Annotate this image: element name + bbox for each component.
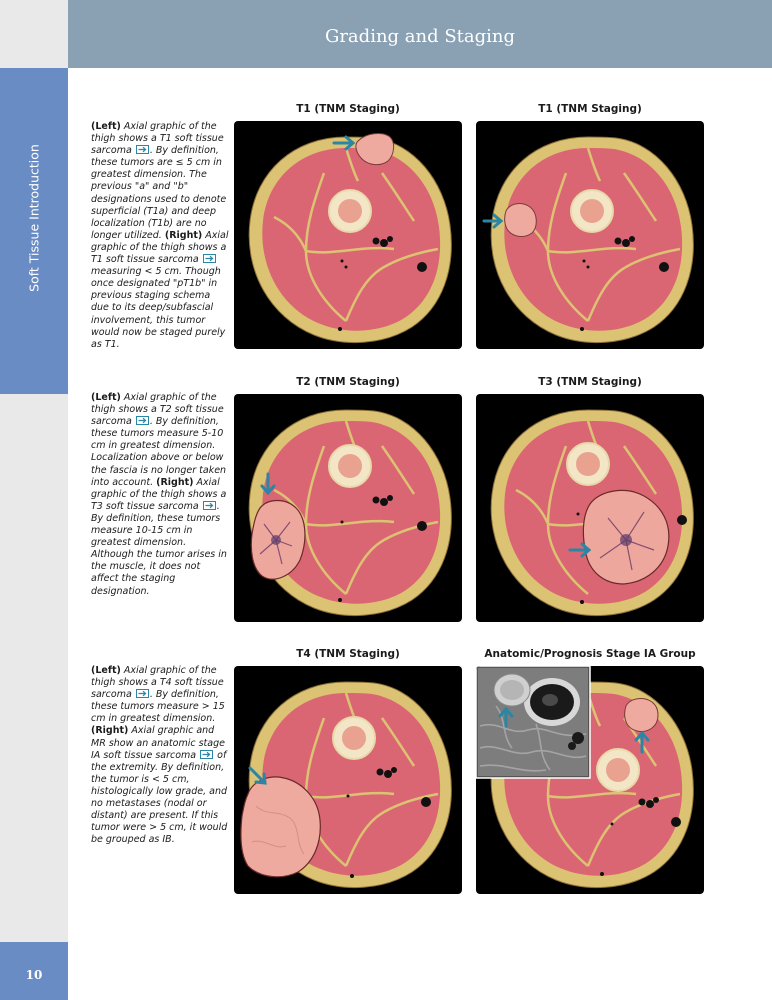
- caption-right-text: Axial graphic of the thigh shows a T3 soft tissue sarcoma: [91, 476, 227, 512]
- caption-right-text: Axial graphic of the thigh shows a T1 soft tissue sarcoma: [91, 229, 229, 266]
- section-tab: [0, 68, 68, 394]
- caption-right-text-cont: . By definition, these tumors measure 10-15 cm in greatest dimension. Although the tumor arises in the muscle, it does not affect the staging designation.: [91, 500, 227, 597]
- thigh-illustration-stage-ia: [476, 666, 704, 894]
- caption-left-text-cont: . By definition, these tumors are ≤ 5 cm in greatest dimension. The previous "a" and "b" designations used to denote superficial (T1a) and deep localization (T1b) are no longer utilized.: [91, 145, 227, 241]
- caption-right-tag: (Right): [164, 229, 203, 241]
- arrow-icon: [203, 501, 216, 510]
- caption-left-text-cont: . By definition, these tumors measure 5-10 cm in greatest dimension. Localization above or below the fascia is no longer taken into account.: [91, 416, 227, 488]
- panel-title-2: T1 (TNM Staging): [538, 103, 642, 115]
- caption-right-tag: (Right): [91, 725, 129, 737]
- caption-left-tag: (Left): [91, 392, 121, 403]
- page-title: Grading and Staging: [324, 26, 516, 47]
- caption-t4-stage: [91, 665, 229, 846]
- arrow-icon: [136, 145, 149, 154]
- caption-t2-t3: [91, 392, 229, 598]
- thigh-illustration-t4: [234, 666, 462, 894]
- caption-t1: [91, 121, 229, 351]
- caption-left-text: Axial graphic of the thigh shows a T2 soft tissue sarcoma: [91, 392, 224, 428]
- caption-right-tag: (Right): [156, 476, 194, 488]
- thigh-illustration-t2: [234, 394, 462, 622]
- panel-title-4: T3 (TNM Staging): [538, 376, 642, 388]
- caption-left-text-cont: . By definition, these tumors measure > 15 cm in greatest dimension.: [91, 689, 225, 725]
- thigh-illustration-t1-deep: [476, 121, 704, 349]
- caption-left-text: Axial graphic of the thigh shows a T1 soft tissue sarcoma: [91, 121, 224, 157]
- page-number: 10: [25, 968, 43, 982]
- section-tab-label: Soft Tissue Introduction: [26, 144, 42, 292]
- caption-right-text: Axial graphic and MR show an anatomic stage IA soft tissue sarcoma: [91, 725, 225, 761]
- page-header: [68, 0, 772, 68]
- arrow-icon: [200, 750, 213, 759]
- caption-right-text-cont: measuring < 5 cm. Though once designated "pT1b" in previous staging schema due to its deep/subfascial involvement, this tumor would now be staged purely as T1.: [91, 266, 226, 350]
- panel-title-5: T4 (TNM Staging): [296, 648, 400, 660]
- arrow-icon: [136, 416, 149, 425]
- panel-title-3: T2 (TNM Staging): [296, 376, 400, 388]
- page-number-box: [0, 942, 68, 1000]
- mr-image-inset: [476, 666, 590, 778]
- caption-left-text: Axial graphic of the thigh shows a T4 soft tissue sarcoma: [91, 665, 224, 701]
- arrow-icon: [203, 254, 216, 263]
- thigh-illustration-t1-superficial: [234, 121, 462, 349]
- caption-left-tag: (Left): [91, 665, 121, 676]
- arrow-icon: [136, 689, 149, 698]
- panel-title-1: T1 (TNM Staging): [296, 103, 400, 115]
- caption-left-tag: (Left): [91, 121, 121, 132]
- thigh-illustration-t3: [476, 394, 704, 622]
- caption-right-text-cont: of the extremity. By definition, the tumor is < 5 cm, histologically low grade, and no metastases (nodal or distant) are present. If this tumor were > 5 cm, it would be grouped as IB.: [91, 749, 228, 846]
- panel-title-6: Anatomic/Prognosis Stage IA Group: [484, 648, 696, 660]
